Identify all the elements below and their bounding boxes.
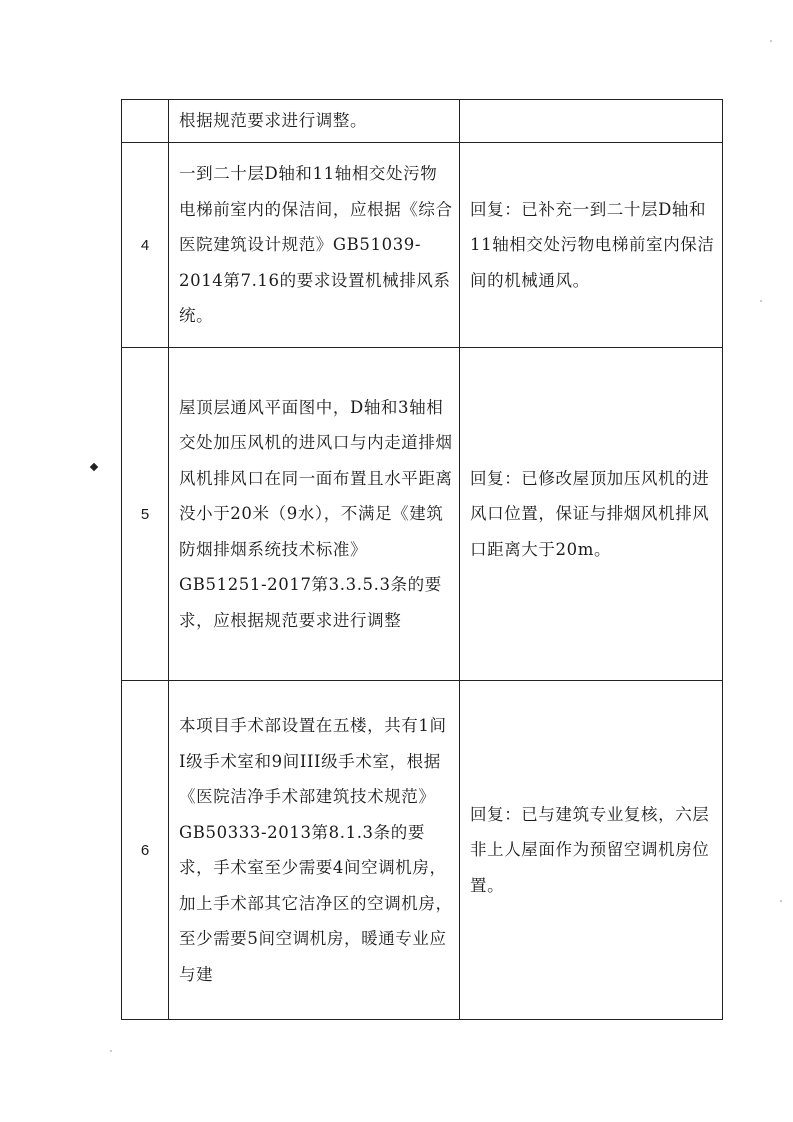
issue-text [169,681,460,1020]
table-row [122,348,723,681]
issue-text [169,100,460,143]
scan-speck [780,900,782,902]
row-number: 6 [122,681,169,1020]
issue-text [169,143,460,348]
margin-mark [90,463,98,471]
reply-text [460,100,723,143]
issue-paragraph: 一到二十层D轴和11轴相交处污物电梯前室内的保洁间，应根据《综合医院建筑设计规范》GB51039-2014第7.16的要求设置机械排风系统。 [179,164,453,326]
row-number [122,100,169,143]
table-row [122,100,723,143]
reply-text [460,681,723,1020]
row-number: 5 [122,348,169,681]
row-number: 4 [122,143,169,348]
issue-paragraph: 屋顶层通风平面图中，D轴和3轴相交处加压风机的进风口与内走道排烟风机排风口在同一面布置且水平距离没小于20米（9水），不满足《建筑防烟排烟系统技术标准》GB51251-2017第3.3.5.3条的要求，应根据规范要求进行调整 [179,397,453,630]
reply-text [460,143,723,348]
scan-speck [760,300,762,302]
issue-paragraph: 本项目手术部设置在五楼，共有1间I级手术室和9间III级手术室，根据《医院洁净手术部建筑技术规范》GB50333-2013第8.1.3条的要求，手术室至少需要4间空调机房，加上手术部其它洁净区的空调机房，至少需要5间空调机房，暖通专业应与建 [179,716,453,984]
reply-paragraph: 回复：已补充一到二十层D轴和11轴相交处污物电梯前室内保洁间的机械通风。 [470,199,715,290]
reply-text [460,348,723,681]
review-comments-table [121,99,723,1020]
issue-text [169,348,460,681]
table-row [122,143,723,348]
scan-speck [770,40,772,42]
scan-speck [110,1050,112,1052]
reply-paragraph: 回复：已修改屋顶加压风机的进风口位置，保证与排烟风机排风口距离大于20m。 [470,468,710,559]
issue-paragraph: 根据规范要求进行调整。 [179,111,368,131]
table-row [122,681,723,1020]
reply-paragraph: 回复：已与建筑专业复核，六层非上人屋面作为预留空调机房位置。 [470,804,710,895]
